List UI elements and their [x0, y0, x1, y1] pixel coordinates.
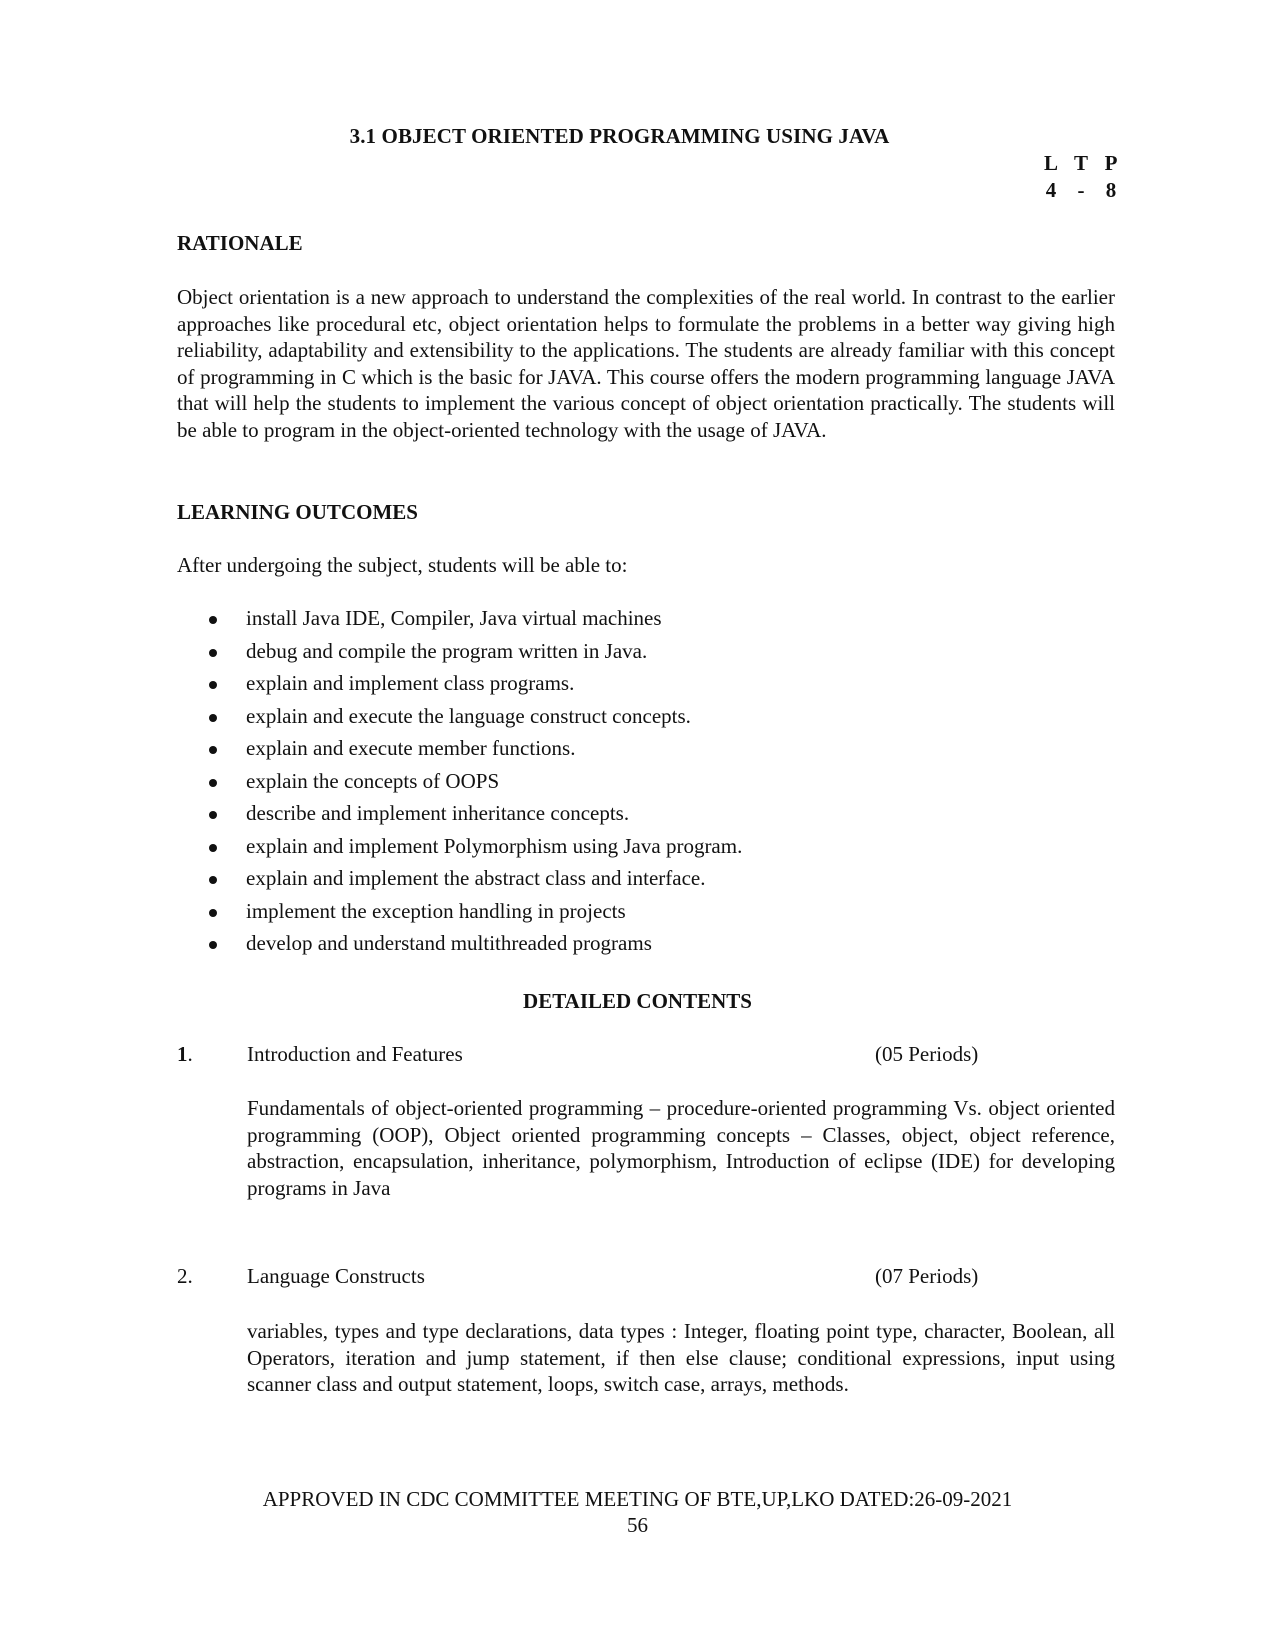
ltp-value-t: -	[1077, 178, 1085, 202]
bullet-icon	[209, 714, 217, 722]
ltp-header-l: L	[1043, 151, 1058, 175]
page-number: 56	[627, 1513, 648, 1537]
learning-outcomes-list	[206, 605, 742, 963]
ltp-header-p: P	[1104, 151, 1118, 175]
bullet-icon	[209, 941, 217, 949]
list-item: describe and implement inheritance concepts.	[206, 800, 742, 833]
bullet-icon	[209, 844, 217, 852]
ltp-value-l: 4	[1045, 178, 1057, 202]
ltp-value-row	[1036, 177, 1126, 204]
list-item: explain the concepts of OOPS	[206, 768, 742, 801]
page-footer	[0, 1486, 1275, 1538]
ltp-header-t: T	[1073, 151, 1088, 175]
bullet-icon	[209, 779, 217, 787]
course-title: 3.1 OBJECT ORIENTED PROGRAMMING USING JAVA	[349, 124, 890, 148]
bullet-icon	[209, 649, 217, 657]
approval-note: APPROVED IN CDC COMMITTEE MEETING OF BTE,UP,LKO DATED:26-09-2021	[262, 1487, 1013, 1511]
bullet-icon	[209, 616, 217, 624]
unit-1-number: 1.	[177, 1042, 193, 1066]
bullet-icon	[209, 746, 217, 754]
ltp-table	[1036, 150, 1126, 204]
list-item: explain and implement Polymorphism using Java program.	[206, 833, 742, 866]
list-item: implement the exception handling in projects	[206, 898, 742, 931]
unit-1-title: Introduction and Features	[247, 1042, 463, 1066]
rationale-heading: RATIONALE	[177, 231, 303, 255]
learning-outcomes-heading: LEARNING OUTCOMES	[177, 500, 418, 524]
unit-2-title: Language Constructs	[247, 1264, 425, 1288]
learning-outcomes-intro: After undergoing the subject, students will be able to:	[177, 553, 628, 577]
list-item: explain and execute the language construct concepts.	[206, 703, 742, 736]
list-item: debug and compile the program written in Java.	[206, 638, 742, 671]
bullet-icon	[209, 876, 217, 884]
bullet-icon	[209, 681, 217, 689]
bullet-icon	[209, 909, 217, 917]
unit-1-periods: (05 Periods)	[875, 1042, 979, 1066]
ltp-header-row	[1036, 150, 1126, 177]
list-item: explain and implement the abstract class and interface.	[206, 865, 742, 898]
list-item: explain and execute member functions.	[206, 735, 742, 768]
unit-2-description: variables, types and type declarations, data types : Integer, floating point type, character, Boolean, all Operators, iteration and jump statement, if then else clause; conditional expressions, input using scanner class and output statement, loops, switch case, arrays, methods.	[247, 1319, 1115, 1397]
unit-2-periods: (07 Periods)	[875, 1264, 979, 1288]
unit-2-number: 2.	[177, 1264, 193, 1288]
list-item: explain and implement class programs.	[206, 670, 742, 703]
rationale-text: Object orientation is a new approach to understand the complexities of the real world. In contrast to the earlier approaches like procedural etc, object orientation helps to formulate the problems in a better way giving high reliability, adaptability and extensibility to the applications. The students are already familiar with this concept of programming in C which is the basic for JAVA. This course offers the modern programming language JAVA that will help the students to implement the various concept of object orientation practically. The students will be able to program in the object-oriented technology with the usage of JAVA.	[177, 285, 1115, 442]
list-item: develop and understand multithreaded programs	[206, 930, 742, 963]
list-item: install Java IDE, Compiler, Java virtual machines	[206, 605, 742, 638]
unit-1-description: Fundamentals of object-oriented programming – procedure-oriented programming Vs. object oriented programming (OOP), Object oriented programming concepts – Classes, object, object reference, abstraction, encapsulation, inheritance, polymorphism, Introduction of eclipse (IDE) for developing programs in Java	[247, 1096, 1115, 1200]
bullet-icon	[209, 811, 217, 819]
ltp-value-p: 8	[1105, 178, 1117, 202]
detailed-contents-heading: DETAILED CONTENTS	[523, 989, 752, 1013]
